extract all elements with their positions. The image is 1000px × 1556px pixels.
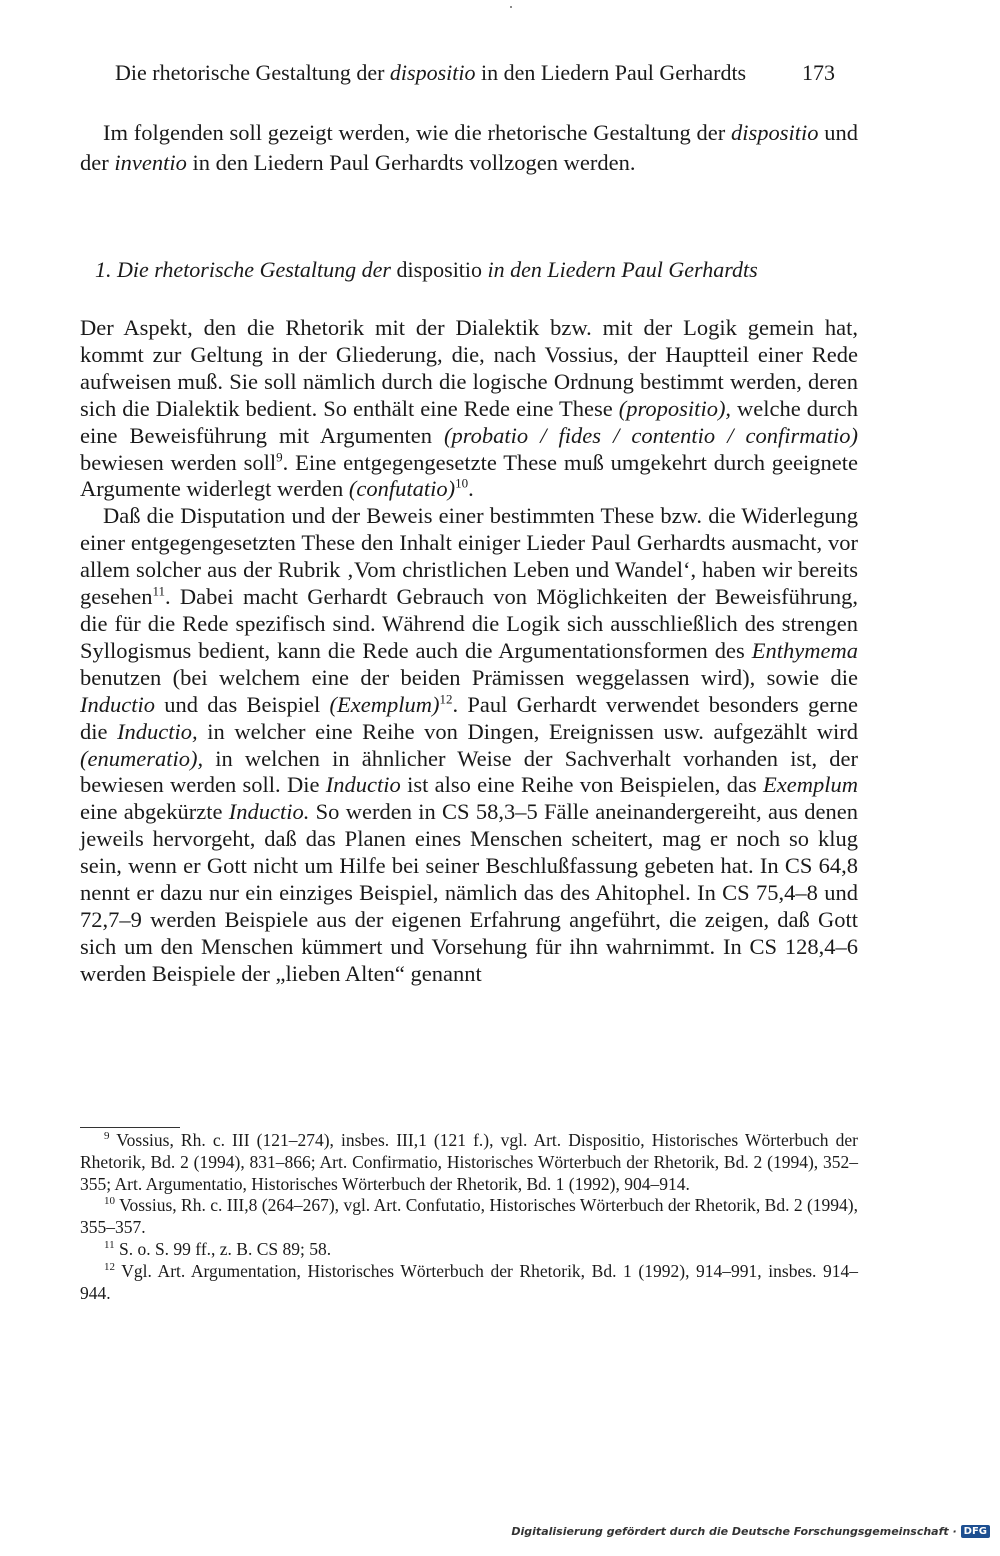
paragraph-1: Der Aspekt, den die Rhetorik mit der Dialektik bzw. mit der Logik gemein hat, kommt zur Geltung in der Gliederung, die, nach Vossius, der Hauptteil einer Rede aufweisen muß. Sie soll nämlich durch die logische Ordnung bestimmt werden, deren sich die Dialektik bedient. So enthält eine Rede eine These (propositio), welche durch eine Beweisführung mit Argumenten (probatio / fides / contentio / confirmatio) bewiesen werden soll$^9$. Eine entgegengesetzte These muß umgekehrt durch geeignete Argumente widerlegt werden (confutatio)$^{10}$. — [80, 315, 858, 502]
credit-text: Digitalisierung gefördert durch die Deutsche Forschungsgemeinschaft · — [511, 1525, 957, 1538]
footnote-ref-12[interactable]: 12 — [439, 691, 453, 707]
section-heading: 1. Die rhetorische Gestaltung der dispositio in den Liedern Paul Gerhardts — [95, 257, 758, 282]
digitization-credit — [511, 1525, 990, 1538]
footnote-ref-10[interactable]: 10 — [455, 475, 469, 491]
dfg-logo-icon: DFG — [961, 1525, 990, 1538]
scan-speck — [510, 6, 512, 8]
running-head-title: Die rhetorische Gestaltung der dispositio in den Liedern Paul Gerhardts — [115, 60, 747, 85]
footnote-ref-11[interactable]: 11 — [152, 583, 165, 599]
footnotes — [80, 1130, 858, 1304]
footnote: $^{11}$ S. o. S. 99 ff., z. B. CS 89; 58. — [104, 1238, 332, 1259]
page-number: 173 — [802, 60, 835, 85]
paragraph-2: Daß die Disputation und der Beweis einer bestimmten These bzw. die Widerlegung einer entgegengesetzten These den Inhalt einiger Lieder Paul Gerhardts ausmacht, vor allem solcher aus der Rubrik ‚Vom christlichen Leben und Wandel‘, haben wir bereits gesehen$^{11}$. Dabei macht Gerhardt Gebrauch von Möglichkeiten der Beweisführung, die für die Rede spezifisch sind. Während die Logik sich ausschließlich des strengen Syllogismus bedient, kann die Rede auch die Argumentationsformen des Enthymema benutzen (bei welchem eine der beiden Prämissen weggelassen wird), sowie die Inductio und das Beispiel (Exemplum)$^{12}$. Paul Gerhardt verwendet besonders gerne die Inductio, in welcher eine Reihe von Dingen, Ereignissen usw. aufgezählt wird (enumeratio), in welchen in ähnlicher Weise der Sachverhalt vorhanden ist, der bewiesen werden soll. Die Inductio ist also eine Reihe von Beispielen, das Exemplum eine abgekürzte Inductio. So werden in CS 58,3–5 Fälle aneinandergereiht, aus denen jeweils hervorgeht, daß das Planen eines Menschen scheitert, mag er noch so klug sein, wenn er Gott nicht um Hilfe bei seiner Beschlußfassung gebeten hat. In CS 64,8 nennt er dazu nur ein einziges Beispiel, nämlich das des Ahitophel. In CS 75,4–8 und 72,7–9 werden Beispiele aus der eigenen Erfahrung angeführt, die zeigen, daß Gott sich um den Menschen kümmert und Vorsehung für ihn wahrnimmt. In CS 128,4–6 werden Beispiele der „lieben Alten“ genannt — [80, 503, 859, 986]
footnote-divider — [80, 1127, 180, 1128]
footnote: $^{12}$ Vgl. Art. Argumentation, Historisches Wörterbuch der Rhetorik, Bd. 1 (1992), 914–991, insbes. 914–944. — [80, 1260, 859, 1303]
intro-paragraph: Im folgenden soll gezeigt werden, wie die rhetorische Gestaltung der dispositio und der inventio in den Liedern Paul Gerhardts vollzogen werden. — [80, 120, 858, 175]
running-head — [115, 58, 835, 88]
footnote: $^{10}$ Vossius, Rh. c. III,8 (264–267), vgl. Art. Confutatio, Historisches Wörterbuch der Rhetorik, Bd. 2 (1994), 355–357. — [80, 1195, 859, 1238]
footnote: $^9$ Vossius, Rh. c. III (121–274), insbes. III,1 (121 f.), vgl. Art. Dispositio, Historisches Wörterbuch der Rhetorik, Bd. 2 (1994), 831–866; Art. Confirmatio, Historisches Wörterbuch der Rhetorik, Bd. 2 (1994), 352–355; Art. Argumentatio, Historisches Wörterbuch der Rhetorik, Bd. 1 (1992), 904–914. — [80, 1130, 858, 1194]
body-text — [80, 315, 858, 988]
footnote-ref-9[interactable]: 9 — [276, 449, 283, 465]
